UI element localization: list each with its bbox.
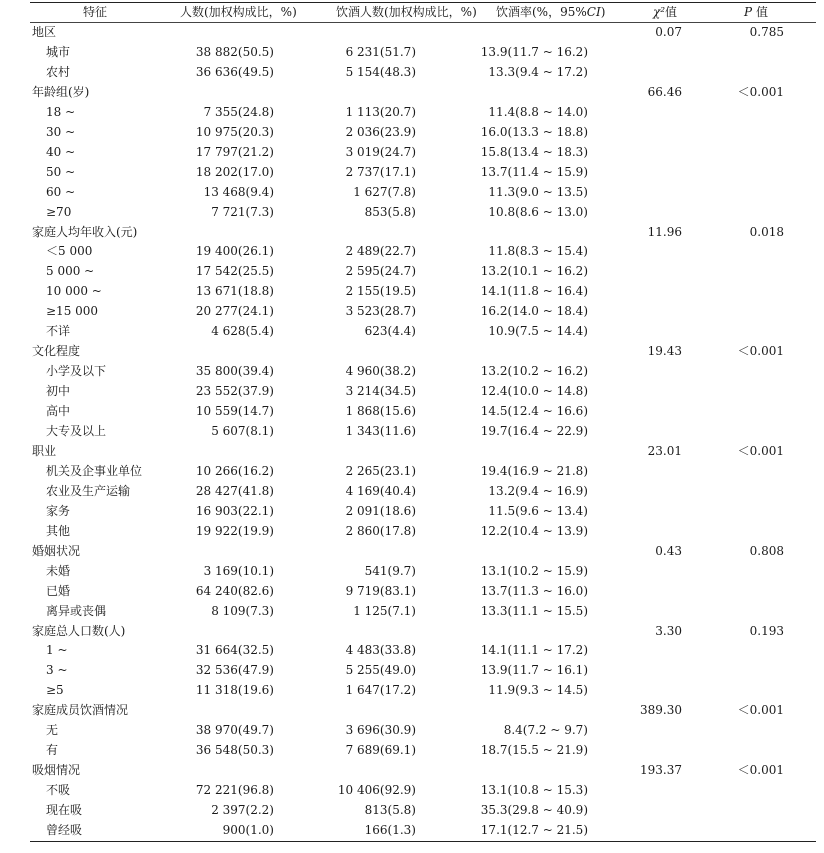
subgroup-label: 高中 bbox=[46, 404, 71, 419]
cell-rate: 14.1(11.1 ~ 17.2) bbox=[480, 643, 588, 658]
table-row bbox=[0, 640, 824, 660]
cell-n: 11 318(19.6) bbox=[195, 683, 274, 698]
cell-chi-square: 193.37 bbox=[640, 763, 682, 778]
cell-rate: 11.5(9.6 ~ 13.4) bbox=[488, 503, 588, 518]
cell-n: 28 427(41.8) bbox=[195, 483, 274, 498]
cell-rate: 16.2(14.0 ~ 18.4) bbox=[480, 304, 588, 319]
subgroup-label: 其他 bbox=[46, 523, 71, 538]
cell-rate: 13.2(9.4 ~ 16.9) bbox=[488, 483, 588, 498]
cell-drinkers: 2 091(18.6) bbox=[345, 503, 416, 518]
cell-drinkers: 2 036(23.9) bbox=[345, 124, 416, 139]
header-p-symbol: P bbox=[744, 5, 753, 19]
category-label: 家庭总人口数(人) bbox=[32, 623, 126, 638]
table-row bbox=[0, 301, 824, 321]
subgroup-label: 未婚 bbox=[46, 563, 71, 578]
cell-drinkers: 1 343(11.6) bbox=[345, 424, 416, 438]
subgroup-label: 10 000 ~ bbox=[46, 284, 102, 299]
cell-drinkers: 2 737(17.1) bbox=[345, 164, 416, 179]
subgroup-label: 不详 bbox=[46, 324, 71, 339]
cell-p-value: 0.193 bbox=[749, 623, 784, 638]
cell-n: 13 468(9.4) bbox=[203, 184, 274, 199]
cell-rate: 13.3(11.1 ~ 15.5) bbox=[480, 603, 588, 618]
header-rate-prefix: 饮酒率(%，95% bbox=[496, 5, 587, 19]
category-label: 婚姻状况 bbox=[32, 543, 81, 558]
table-row bbox=[0, 162, 824, 182]
category-row bbox=[0, 760, 824, 780]
subgroup-label: 不吸 bbox=[46, 783, 71, 798]
category-label: 地区 bbox=[32, 25, 57, 39]
table-row bbox=[0, 780, 824, 800]
cell-rate: 13.9(11.7 ~ 16.2) bbox=[480, 44, 588, 59]
cell-rate: 13.2(10.2 ~ 16.2) bbox=[480, 364, 588, 379]
cell-n: 72 221(96.8) bbox=[195, 783, 274, 798]
cell-n: 18 202(17.0) bbox=[195, 164, 274, 179]
cell-drinkers: 2 595(24.7) bbox=[345, 264, 416, 279]
table-row bbox=[0, 361, 824, 381]
header-p-value bbox=[736, 2, 776, 22]
table-row bbox=[0, 581, 824, 601]
cell-rate: 19.4(16.9 ~ 21.8) bbox=[480, 463, 588, 478]
cell-drinkers: 2 155(19.5) bbox=[345, 284, 416, 299]
cell-rate: 16.0(13.3 ~ 18.8) bbox=[480, 124, 588, 139]
cell-drinkers: 7 689(69.1) bbox=[345, 743, 416, 758]
table-row bbox=[0, 720, 824, 740]
cell-drinkers: 9 719(83.1) bbox=[345, 583, 416, 598]
category-label: 家庭成员饮酒情况 bbox=[32, 703, 129, 718]
subgroup-label: 1 ~ bbox=[46, 643, 68, 658]
cell-drinkers: 2 489(22.7) bbox=[345, 244, 416, 259]
subgroup-label: 曾经吸 bbox=[46, 823, 83, 837]
subgroup-label: 18 ~ bbox=[46, 104, 76, 119]
table-row bbox=[0, 601, 824, 621]
cell-rate: 11.9(9.3 ~ 14.5) bbox=[488, 683, 588, 698]
cell-chi-square: 11.96 bbox=[647, 224, 682, 239]
cell-drinkers: 4 169(40.4) bbox=[345, 483, 416, 498]
header-drinkers: 饮酒人数(加权构成比，%) bbox=[336, 5, 477, 19]
cell-n: 10 975(20.3) bbox=[195, 124, 274, 139]
cell-n: 5 607(8.1) bbox=[211, 424, 274, 438]
cell-n: 64 240(82.6) bbox=[195, 583, 274, 598]
cell-rate: 13.3(9.4 ~ 17.2) bbox=[488, 64, 588, 79]
subgroup-label: 小学及以下 bbox=[46, 364, 107, 379]
cell-n: 7 721(7.3) bbox=[211, 204, 274, 219]
cell-n: 35 800(39.4) bbox=[195, 364, 274, 379]
cell-n: 2 397(2.2) bbox=[211, 803, 274, 818]
category-label: 吸烟情况 bbox=[32, 763, 81, 778]
table-row bbox=[0, 281, 824, 301]
cell-drinkers: 1 647(17.2) bbox=[345, 683, 416, 698]
cell-rate: 19.7(16.4 ~ 22.9) bbox=[480, 424, 588, 438]
cell-n: 19 922(19.9) bbox=[195, 523, 274, 538]
cell-chi-square: 3.30 bbox=[655, 623, 682, 638]
cell-rate: 13.1(10.8 ~ 15.3) bbox=[480, 783, 588, 798]
header-chi-square bbox=[650, 2, 680, 22]
cell-drinkers: 4 960(38.2) bbox=[345, 364, 416, 379]
cell-drinkers: 5 255(49.0) bbox=[345, 663, 416, 678]
subgroup-label: 无 bbox=[46, 723, 59, 738]
cell-chi-square: 23.01 bbox=[647, 443, 682, 458]
subgroup-label: 现在吸 bbox=[46, 803, 83, 818]
cell-drinkers: 3 019(24.7) bbox=[345, 144, 416, 159]
cell-n: 38 882(50.5) bbox=[195, 44, 274, 59]
category-row bbox=[0, 541, 824, 561]
cell-rate: 14.1(11.8 ~ 16.4) bbox=[480, 284, 588, 299]
subgroup-label: 大专及以上 bbox=[46, 424, 107, 438]
cell-chi-square: 0.07 bbox=[655, 25, 682, 39]
category-row bbox=[0, 222, 824, 242]
cell-n: 8 109(7.3) bbox=[211, 603, 274, 618]
cell-rate: 13.9(11.7 ~ 16.1) bbox=[480, 663, 588, 678]
cell-rate: 17.1(12.7 ~ 21.5) bbox=[480, 823, 588, 837]
cell-drinkers: 166(1.3) bbox=[364, 823, 416, 837]
cell-n: 23 552(37.9) bbox=[195, 384, 274, 399]
cell-n: 19 400(26.1) bbox=[195, 244, 274, 259]
table-row bbox=[0, 182, 824, 202]
table-row bbox=[0, 142, 824, 162]
subgroup-label: 初中 bbox=[46, 384, 71, 399]
subgroup-label: ≥5 bbox=[46, 683, 64, 698]
category-row bbox=[0, 441, 824, 461]
table-row bbox=[0, 381, 824, 401]
cell-drinkers: 853(5.8) bbox=[364, 204, 416, 219]
cell-drinkers: 623(4.4) bbox=[364, 324, 416, 339]
category-label: 职业 bbox=[32, 443, 57, 458]
cell-rate: 11.4(8.8 ~ 14.0) bbox=[488, 104, 588, 119]
subgroup-label: 农业及生产运输 bbox=[46, 483, 131, 498]
cell-rate: 10.8(8.6 ~ 13.0) bbox=[488, 204, 588, 219]
cell-rate: 10.9(7.5 ~ 14.4) bbox=[488, 324, 588, 339]
cell-n: 38 970(49.7) bbox=[195, 723, 274, 738]
cell-rate: 14.5(12.4 ~ 16.6) bbox=[480, 404, 588, 419]
table-row bbox=[0, 421, 824, 441]
subgroup-label: 城市 bbox=[46, 44, 71, 59]
cell-n: 20 277(24.1) bbox=[195, 304, 274, 319]
subgroup-label: 农村 bbox=[46, 64, 71, 79]
header-chi-symbol: χ² bbox=[652, 5, 666, 19]
table-row bbox=[0, 800, 824, 820]
cell-drinkers: 4 483(33.8) bbox=[345, 643, 416, 658]
table-row bbox=[0, 521, 824, 541]
cell-n: 36 548(50.3) bbox=[195, 743, 274, 758]
subgroup-label: 60 ~ bbox=[46, 184, 76, 199]
subgroup-label: 机关及企事业单位 bbox=[46, 463, 143, 478]
category-label: 文化程度 bbox=[32, 344, 81, 359]
header-feature: 特征 bbox=[82, 5, 107, 19]
table-row bbox=[0, 122, 824, 142]
cell-rate: 12.4(10.0 ~ 14.8) bbox=[480, 384, 588, 399]
cell-drinkers: 1 627(7.8) bbox=[353, 184, 416, 199]
cell-drinkers: 2 265(23.1) bbox=[345, 463, 416, 478]
table-row bbox=[0, 42, 824, 62]
cell-rate: 8.4(7.2 ~ 9.7) bbox=[503, 723, 588, 738]
subgroup-label: 30 ~ bbox=[46, 124, 76, 139]
cell-p-value: 0.018 bbox=[749, 224, 784, 239]
table-row bbox=[0, 202, 824, 222]
cell-n: 900(1.0) bbox=[222, 823, 274, 837]
table-row bbox=[0, 102, 824, 122]
cell-rate: 13.1(10.2 ~ 15.9) bbox=[480, 563, 588, 578]
category-label: 家庭人均年收入(元) bbox=[32, 224, 138, 239]
cell-rate: 13.2(10.1 ~ 16.2) bbox=[480, 264, 588, 279]
cell-rate: 13.7(11.4 ~ 15.9) bbox=[480, 164, 588, 179]
cell-n: 31 664(32.5) bbox=[195, 643, 274, 658]
cell-rate: 13.7(11.3 ~ 16.0) bbox=[480, 583, 588, 598]
table-row bbox=[0, 321, 824, 341]
cell-n: 32 536(47.9) bbox=[195, 663, 274, 678]
cell-drinkers: 3 523(28.7) bbox=[345, 304, 416, 319]
subgroup-label: ≥70 bbox=[46, 204, 72, 219]
table-row bbox=[0, 561, 824, 581]
subgroup-label: 3 ~ bbox=[46, 663, 68, 678]
cell-chi-square: 66.46 bbox=[647, 84, 682, 99]
header-p-suffix: 值 bbox=[752, 5, 768, 19]
subgroup-label: ≥15 000 bbox=[46, 304, 99, 319]
table-row bbox=[0, 740, 824, 760]
category-row bbox=[0, 700, 824, 720]
table-row bbox=[0, 820, 824, 840]
subgroup-label: 已婚 bbox=[46, 583, 71, 598]
cell-drinkers: 1 125(7.1) bbox=[353, 603, 416, 618]
cell-rate: 12.2(10.4 ~ 13.9) bbox=[480, 523, 588, 538]
cell-drinkers: 541(9.7) bbox=[364, 563, 416, 578]
cell-drinkers: 6 231(51.7) bbox=[345, 44, 416, 59]
subgroup-label: 有 bbox=[46, 743, 59, 758]
table-row bbox=[0, 62, 824, 82]
cell-p-value: 0.785 bbox=[749, 25, 784, 39]
cell-n: 16 903(22.1) bbox=[195, 503, 274, 518]
subgroup-label: ＜5 000 bbox=[46, 244, 93, 259]
cell-n: 3 169(10.1) bbox=[203, 563, 274, 578]
cell-drinkers: 3 214(34.5) bbox=[345, 384, 416, 399]
cell-p-value: ＜0.001 bbox=[737, 763, 784, 778]
category-row bbox=[0, 341, 824, 361]
cell-chi-square: 389.30 bbox=[640, 703, 682, 718]
cell-p-value: ＜0.001 bbox=[737, 703, 784, 718]
header-rate-suffix: ) bbox=[600, 5, 606, 19]
cell-rate: 18.7(15.5 ~ 21.9) bbox=[480, 743, 588, 758]
subgroup-label: 离异或丧偶 bbox=[46, 603, 107, 618]
cell-p-value: ＜0.001 bbox=[737, 84, 784, 99]
header-n: 人数(加权构成比，%) bbox=[180, 5, 297, 19]
cell-n: 10 266(16.2) bbox=[195, 463, 274, 478]
cell-drinkers: 813(5.8) bbox=[364, 803, 416, 818]
table-row bbox=[0, 501, 824, 521]
table-header bbox=[0, 2, 824, 22]
cell-chi-square: 19.43 bbox=[647, 344, 682, 359]
cell-rate: 15.8(13.4 ~ 18.3) bbox=[480, 144, 588, 159]
cell-n: 17 797(21.2) bbox=[195, 144, 274, 159]
cell-rate: 11.3(9.0 ~ 13.5) bbox=[488, 184, 588, 199]
cell-n: 17 542(25.5) bbox=[195, 264, 274, 279]
cell-n: 4 628(5.4) bbox=[211, 324, 274, 339]
table-row bbox=[0, 481, 824, 501]
cell-drinkers: 2 860(17.8) bbox=[345, 523, 416, 538]
cell-drinkers: 1 868(15.6) bbox=[345, 404, 416, 419]
cell-drinkers: 3 696(30.9) bbox=[345, 723, 416, 738]
cell-rate: 35.3(29.8 ~ 40.9) bbox=[480, 803, 588, 818]
cell-p-value: 0.808 bbox=[749, 543, 784, 558]
table-row bbox=[0, 401, 824, 421]
table-row bbox=[0, 461, 824, 481]
table-bottom-rule bbox=[30, 841, 816, 842]
header-chi-suffix: 值 bbox=[665, 5, 678, 19]
category-row bbox=[0, 621, 824, 641]
cell-drinkers: 10 406(92.9) bbox=[337, 783, 416, 798]
table-row bbox=[0, 660, 824, 680]
subgroup-label: 40 ~ bbox=[46, 144, 76, 159]
category-label: 年龄组(岁) bbox=[32, 84, 90, 99]
cell-n: 36 636(49.5) bbox=[195, 64, 274, 79]
cell-n: 13 671(18.8) bbox=[195, 284, 274, 299]
cell-n: 10 559(14.7) bbox=[195, 404, 274, 419]
header-rate bbox=[496, 2, 605, 22]
table-row bbox=[0, 241, 824, 261]
cell-n: 7 355(24.8) bbox=[203, 104, 274, 119]
cell-chi-square: 0.43 bbox=[655, 543, 682, 558]
table-row bbox=[0, 680, 824, 700]
cell-rate: 11.8(8.3 ~ 15.4) bbox=[488, 244, 588, 259]
cell-drinkers: 5 154(48.3) bbox=[345, 64, 416, 79]
table-row bbox=[0, 261, 824, 281]
cell-drinkers: 1 113(20.7) bbox=[345, 104, 416, 119]
subgroup-label: 家务 bbox=[46, 503, 71, 518]
cell-p-value: ＜0.001 bbox=[737, 443, 784, 458]
category-row bbox=[0, 82, 824, 102]
cell-p-value: ＜0.001 bbox=[737, 344, 784, 359]
category-row bbox=[0, 22, 824, 42]
subgroup-label: 5 000 ~ bbox=[46, 264, 95, 279]
subgroup-label: 50 ~ bbox=[46, 164, 76, 179]
header-rate-ci: CI bbox=[586, 5, 601, 19]
